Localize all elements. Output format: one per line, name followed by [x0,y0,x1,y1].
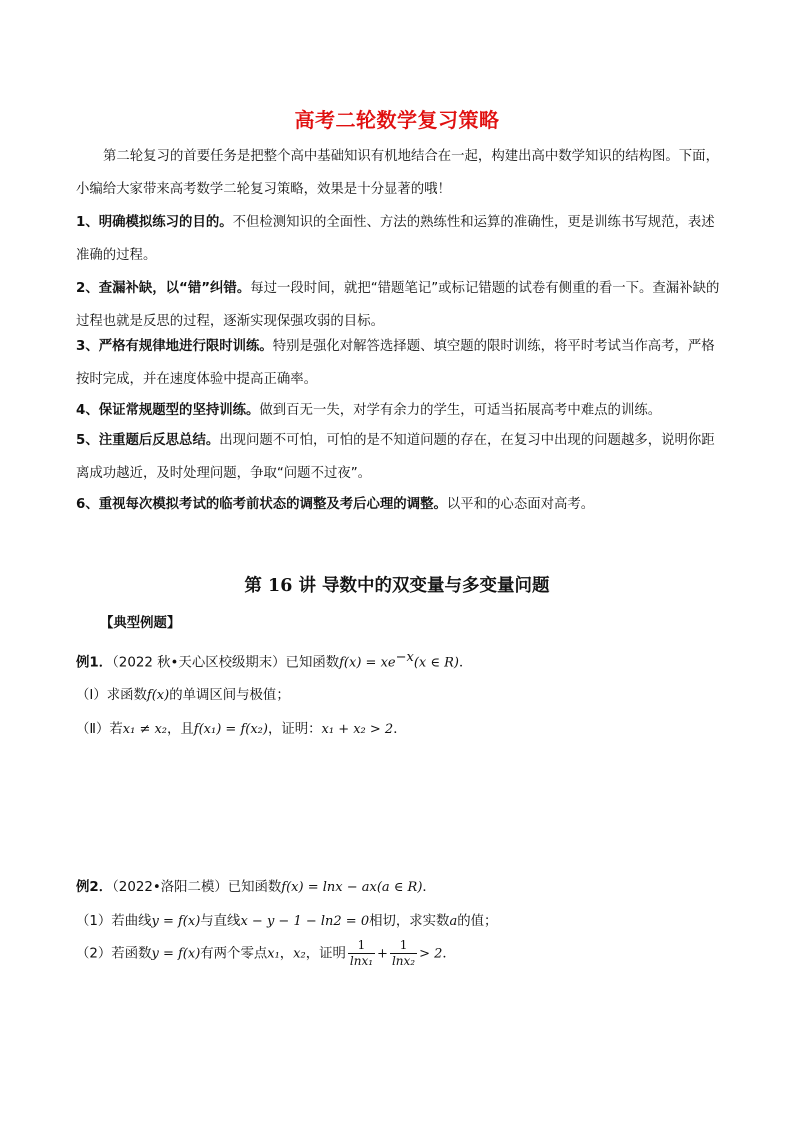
example-2-part-1 [76,910,726,929]
example-label: 例1． [76,655,113,671]
math-expression: f(x₁) = f(x₂) [193,722,268,737]
question-text: 的值； [457,914,498,929]
fraction-1 [348,938,375,969]
example-2-statement [76,876,726,895]
example-2-part-2 [76,938,726,969]
tip-text: 以平和的心态面对高考。 [446,497,595,512]
tip-text: 出现问题不可怕，可怕的是不知道问题的存在，在复习中出现的问题越多，说明你距离成功越近，及时处理问题，争取“问题不过夜”。 [76,433,715,481]
fraction-denominator: lnx₂ [391,954,416,968]
math-function: f(x) = xe [339,655,396,671]
question-text: ，证明 [305,946,346,962]
punctuation: ， [279,946,294,962]
punctuation: ． [442,946,456,962]
question-text: 相切，求实数 [369,914,450,929]
tip-3 [76,330,724,396]
intro-paragraph: 第二轮复习的首要任务是把整个高中基础知识有机地结合在一起，构建出高中数学知识的结构图。下面，小编给大家带来高考数学二轮复习策略，效果是十分显著的哦！ [76,149,719,197]
tip-2 [76,272,724,338]
question-text: （Ⅰ）求函数 [76,688,147,703]
example-label: 例2． [76,880,113,895]
question-text: 有两个零点 [200,946,268,962]
tip-text: 不但检测知识的全面性、方法的熟练性和运算的准确性，更是训练书写规范，表述准确的过程。 [76,215,715,263]
section-label: 【典型例题】 [100,616,181,631]
punctuation: ． [422,880,436,895]
math-expression: f(x) [146,688,170,703]
page-title: 高考二轮数学复习策略 [294,108,500,132]
question-text: ，证明： [267,722,322,737]
example-source: （2022•洛阳二模）已知函数 [112,880,282,895]
math-exponent: −x [395,650,414,665]
example-1-part-1 [76,684,726,703]
tip-heading: 3、严格有规律地进行限时训练。 [76,339,273,354]
math-variable: x₂ [293,946,306,962]
math-expression: x₁ + x₂ > 2 [321,722,394,737]
tip-heading: 4、保证常规题型的坚持训练。 [76,403,260,418]
math-domain: (x ∈ R) [413,655,459,671]
example-1-statement [76,650,726,670]
example-source: （2022 秋•天心区校级期末）已知函数 [112,655,340,671]
question-text: （2）若函数 [76,946,152,962]
question-text: 的单调区间与极值； [169,688,290,703]
fraction-2 [390,938,417,969]
fraction-numerator: 1 [390,938,417,954]
math-function: f(x) = lnx − ax(a ∈ R) [281,880,423,895]
math-expression: > 2 [419,946,443,962]
tip-heading: 1、明确模拟练习的目的。 [76,215,233,230]
tip-4 [76,394,724,427]
math-variable: x₁ [267,946,280,962]
tip-5 [76,424,724,490]
punctuation: ． [458,655,473,671]
tip-6 [76,488,724,521]
math-expression: y = f(x) [151,914,201,929]
math-expression: y = f(x) [151,946,201,962]
math-variable: a [449,914,458,929]
lecture-title: 第 16 讲 导数中的双变量与多变量问题 [244,576,550,596]
tip-heading: 6、重视每次模拟考试的临考前状态的调整及考后心理的调整。 [76,497,447,512]
math-expression: x − y − 1 − ln2 = 0 [240,914,370,929]
tip-heading: 5、注重题后反思总结。 [76,433,220,448]
fraction-numerator: 1 [348,938,375,954]
question-text: 与直线 [200,914,241,929]
math-operator: + [377,946,388,962]
tip-text: 特别是强化对解答选择题、填空题的限时训练，将平时考试当作高考，严格按时完成，并在速度体验中提高正确率。 [76,339,715,387]
fraction-denominator: lnx₁ [349,954,374,968]
punctuation: ． [393,722,407,737]
question-text: （Ⅱ）若 [76,722,123,737]
tip-text: 做到百无一失，对学有余力的学生，可适当拓展高考中难点的训练。 [259,403,662,418]
question-text: （1）若曲线 [76,914,152,929]
math-expression: x₁ ≠ x₂ [122,722,168,737]
tip-heading: 2、查漏补缺，以“错”纠错。 [76,281,251,296]
tip-text: 每过一段时间，就把“错题笔记”或标记错题的试卷有侧重的看一下。查漏补缺的过程也就是反思的过程，逐渐实现保强攻弱的目标。 [76,281,720,329]
tip-1 [76,206,724,272]
example-1-part-2 [76,718,726,737]
question-text: ，且 [167,722,194,737]
